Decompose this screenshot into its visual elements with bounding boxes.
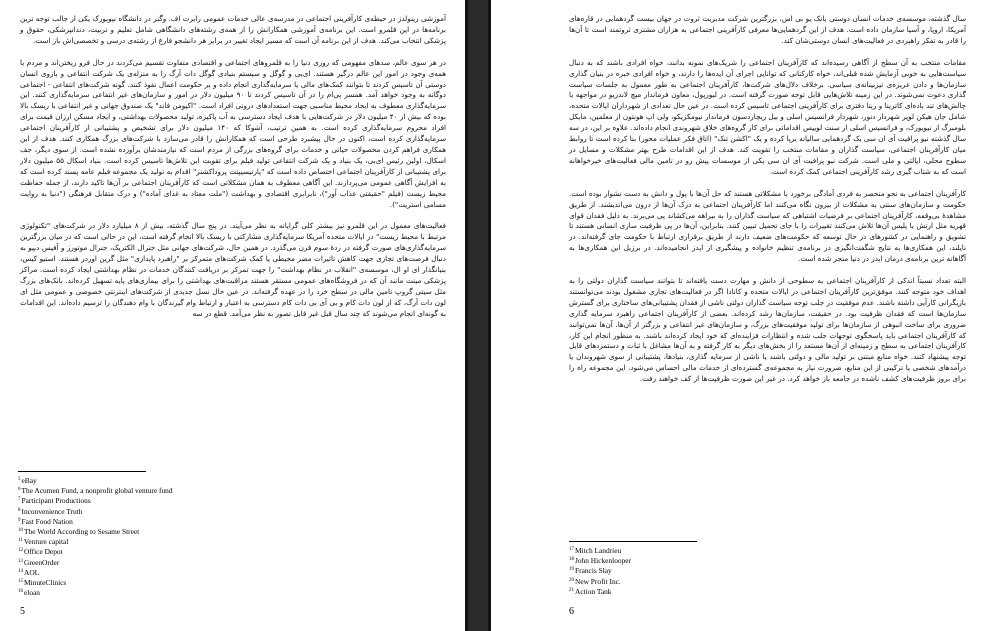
page-body-text xyxy=(20,14,446,320)
footnote-separator xyxy=(569,541,697,542)
paragraph: مقامات منتخب به آن سطح از آگاهی رسیده‌اند که کارآفرینان اجتماعی را شریک‌های نمونه بدانند، خواه افرادی باشند که به دنبال سیاست‌هایی به خوبی آزمایش شده قبلی‌اند، خواه کارکنانی که توانایی اجرای آن ایده‌ها را دارند، و خواه افرادی خبره در بنیان گذاری سازمان‌ها و دادن غریزه‌ی تیزبینانه‌ی سیاسی. برخلاف دلال‌های شرکت‌ها، کارآفرینان اجتماعی به طور معمول به جلسات سیاست گذاری دعوت نمی‌شوند. در این زمینه تلاش‌هایی قابل توجه صورت گرفته است. در لیورپول، معاون فرماندار میچ لاندریو در مواجهه با چالش‌های تند باده‌ای کاترینا و ریتا دفتری برای کارآفرینی اجتماعی تاسیس کرده است. در عین حال تعدادی از شهرداران ایالات متحده، شامل جان هیکن لوپر شهردار دنور، شهردار فرانسیس اسلی و بیل ریچاردسون فرماندار نیومکزیکو، ولی اپ هونتون از معلمین، مایکل بلومبرگ از نیویورک، و فرانسیس اسلی از سنت لوییس اقداماتی برای کار گروه‌های خلاق شهروندی انجام داده‌اند. علاوه بر این، در سه سال گذشته نیو پرافیت آی ان سی یک گردهمایی سالیانه برپا کرده و یک "اکشن تنک" (اتاق فکر عملیات محور) بنا کرده است تا روابط میان کارآفرینان اجتماعی، سیاست گذاران و مقامات منتخب را تقویت کند. هدف از این اقدامات طرح بهتر مشکلات و مسایل در سطوح محلی، ایالتی و ملی است. شرکت نیو پرافیت آی ان سی یکی از موسسات پیش رو در تامین مالی فعالیت‌های خیرخواهانه است که به شتاب گیری رشد کارآفرینی اجتماعی کمک کرده است. xyxy=(569,57,966,176)
paragraph: فعالیت‌های معمول در این قلمرو نیز بیشتر کلی گرایانه به نظر می‌آیند. در پنج سال گذشته، بیش از ۸ میلیارد دلار در شرکت‌های "تکنولوژی مرتبط با محیط زیست" در ایالات متحده آمریکا سرمایه‌گذاری مشارکتی با ریسک بالا انجام گرفته است، این در حالی است که در میان بزرگترین سرمایه‌گذاری‌های صورت گرفته در ردهٔ سوم قرن می‌گذرد. در همین حال، شرکت‌های جهانی مثل جنرال الکتریک، جنرال موتورز و آفیس دیپو به دنبال فرصت‌های تجاری جهت کاهش تاثیرات مضر محیطی یا کمک شرکت‌های متمرکز بر "راهبرد پایداری" مثل گرین اوردر هستند. استیو کیس، بنیانگذار ای او ال، موسسه‌ی "انقلاب در نظام بهداشت" را جهت تمرکز بر دریافت کنندگان خدمات در نظام بهداشتی ایجاد کرده است. مراکز پزشکی مینت مانند آن که در فروشگاه‌های عمومی مستقر هستند مراقبت‌های بهداشتی را برای بیماری‌های پایه تسهیل کرده‌اند. بانک‌های بزرگ مثل سیتی گروپ تامین مالی در سطح خرد را در عهده گرفته‌اند. در عین حال نسل جدیدی از شرکت‌های اینترنتی خصوصی و عمومی مثل ای لون دات آرگ، که از لون دات کام و بی آی بی دات کام دسترسی به اعتبار و ارتباط وام گیرندگان با وام دهندگان را ترسیم داده‌اند. این اقدامات به گونه‌ای انجام می‌شوند که چند سال قبل غیر قابل تصور به نظر می‌آمد. قطع در سه xyxy=(20,221,446,318)
paragraph: سال گذشته، موسسه‌ی خدمات انسان دوستی بانک یو بی اس، بزرگترین شرکت مدیریت ثروت در جهان بیست گردهمایی در قاره‌های آمریکا، اروپا، و آسیا سازمان داده است. هدف از این گردهمایی‌ها معرفی کارآفرینی اجتماعی به هزاران مشتری ثروتمند است تا آن‌ها را قادر به تفکر راهبردی در فعالیت‌های انسان دوستی‌شان کند. xyxy=(569,14,966,45)
paragraph: در هر سوی عالم، سدهای مفهومی که روزی دنیا را به قلمروهای اجتماعی و اقتصادی متفاوت تقسیم می‌کردند در حال فرو ریختن‌اند و مردم با همه‌ی وجود در امور این عالم درگیر هستند. ای‌بی و گوگل و سیستم بنیادی گوگل دات آرگ را به منزله‌ی یک شرکت انتفاعی و بازوی انسان دوستی آن تاسیس کردند تا بتوانند کمک‌های مالی یا سرمایه‌گذاری انجام داده و بر حکومت اعمال نفوذ کنند. گونه شرکت‌های انتفاعی - اجتماعی دوگانه به وجود خواهد آمد. همسر پی‌ام را در آن تاسیس کردند تا ۹۰ میلیون دلار در امور و سازمان‌های غیر انتفاعی سرمایه‌گذاری کنند. این سرمایه‌گذاری معطوف به ایجاد محیط مناسبی جهت استعدادهای درونی افراد است. "اکیومن فاند" یک صندوق جهانی و غیر انتفاعی با ریسک بالا بوده که بیش از ۴۰ میلیون دلار در شرکت‌هایی با هدف ایجاد دسترسی به آب پاکیزه، تولید محصولات بهداشتی، و ایجاد مسکن ارزان قیمت برای افراد محروم سرمایه‌گذاری کرده است. به همین ترتیب، آشوکا که ۱۴۰ میلیون دلار برای تشخیص و پشتیبانی از کارآفرینان اجتماعی سرمایه‌گذاری کرده است، اکنون در حال پیشبرد طرحی است که همکارانش را قادر می‌سازد با شرکت‌های بزرگ همکاری کنند. هدف از این همکاری فراهم کردن محصولات حیاتی و خدمات برای گروه‌های بزرگی از مردم است که نیازمندشان برآورده نشده است. از سوی دیگر، جف اسکال، اولین رئیس ای‌بی، یک بنیاد و یک شرکت انتفاعی تولید فیلم برای تقویت این تلاش‌ها تاسیس کرده است. بنیاد اسکال ۵۵ میلیون دلار برای پشتیبانی از کارآفرینان اجتماعی اختصاص داده است که "پارتیسیپنت پروداکشنز" اقدام به تولید یک مجموعه فیلم عامه پسند کرده است که به افزایش آگاهی عمومی می‌پردازند. این آگاهی معطوف به همان مشکلاتی است که کارآفرینان اجتماعی بر آن‌ها تاکید دارند، از جمله حفاظت محیط زیست (فیلم "حقیقتی عذاب آور")، نابرابری اقتصادی و بهداشت ("ملت معتاد به غذای آماده") و درک متقابل فرهنگی ("دنیا به روایت مسامی استریت"). xyxy=(20,57,447,209)
document-page-right xyxy=(491,0,985,631)
footnote: $^6$The Acumen Fund, a nonprofit global venture fund xyxy=(18,486,173,496)
page-body-text xyxy=(569,14,966,385)
paragraph: کارآفرینان اجتماعی به نحو منحصر به فردی آمادگی برخورد با مشکلاتی هستند که حل آن‌ها با پول و دانش به دست نشوار بوده است. حکومت و سازمان‌های سنتی به مشکلات از بیرون نگاه می‌کنند اما کارآفرینان اجتماعی به درک آن‌ها از درون می‌اندیشند. از طریق مشاهدهٔ بی‌وقفه، کارآفرینان اجتماعی بر فرضیات اشتباهی که سیاست گذاران را به بیراهه می‌کشاند پی می‌برند. به دلیل فقدان قوای قهریه مثل ارتش یا پلیس آن‌ها تلاش می‌کنند تغییرات را با جای تحمیل تبیین کنند. بنابراین، آن‌ها در پی ظرفیت سازی انسانی هستند تا تشویق و راهنمایی در کشورهای در حال توسعه که حکومت‌های ضعیف دارند از طریق برقراری ارتباط با حکومت جای گرفته‌اند. در نایلند، این همکاری‌ها به نتایج شگفت‌انگیزی در برنامه‌ی تنظیم خانواده و پیشگیری از ایدز انجامیده‌اند. در برزیل این همکاری‌ها به آگاهانه ترین برنامه‌ی درمان ایدز در دنیا منجر شده است. xyxy=(569,188,966,264)
footnote: $^{12}$Office Depot xyxy=(18,547,63,557)
footnote: $^{15}$MinuteClinics xyxy=(18,578,67,588)
footnotes xyxy=(18,475,173,597)
paragraph: آموزشی رینولدز در حیطه‌ی کارآفرینی اجتماعی در مدرسه‌ی عالی خدمات عمومی رابرت اف. وگنر در دانشگاه نیویورک یکی از جالب توجه ترین برنامه‌ها در این قلمرو است. این برنامه‌ی آموزشی همکارانش را از همه‌ی رشته‌های دانشگاهی شامل تعلیم و تربیت، دندانپزشکی، حقوق و پزشکی انتخاب می‌کند. هدف از این برنامه آن است که مسیر ایجاد تغییر در برابر هر دانشجو فارغ از رشته‌ی درسی و تخصصی‌اش باز است. xyxy=(20,14,446,45)
footnote: $^{13}$GreenOrder xyxy=(18,557,60,567)
footnote: $^{11}$Venture capital xyxy=(18,537,69,547)
footnote: $^8$Inconvenience Truth xyxy=(18,506,83,516)
footnotes xyxy=(569,545,631,596)
footnote: $^5$eBay xyxy=(18,476,37,485)
footnote: $^{10}$The World According to Sesame Street xyxy=(18,527,140,537)
footnote-separator xyxy=(18,471,146,472)
footnote: $^{17}$Mitch Landrieu xyxy=(569,546,622,555)
document-page-left xyxy=(0,0,465,631)
footnote: $^{16}$eloan xyxy=(18,588,41,598)
footnote: $^{20}$New Profit Inc. xyxy=(569,576,621,586)
page-gutter xyxy=(465,0,491,631)
page-number: 5 xyxy=(20,606,25,617)
page-number: 6 xyxy=(569,606,574,617)
footnote: $^7$Participant Productions xyxy=(18,496,91,506)
paragraph: البته تعداد نسبتاً اندکی از کارآفرینان اجتماعی به سطوحی از دانش و مهارت دست یافته‌اند تا بتوانند سیاست گذاران دولتی را به اهداف خود متوجه کنند. موفق‌ترین کارآفرینان اجتماعی در ایالات متحده و کانادا اگر در فعالیت‌های تجاری مشغول بودند می‌توانستند بازیگرانی کارآیی داشته باشند. عدم موفقیت در جلب توجه سیاست گذاران دولتی ناشی از فقدان پشتیبانی‌های ساختاری برای گسترش سازمان‌ها است که فقدان ظرفیت بود. در حقیقت، سازمان‌ها رشد کرده‌اند. بعضی از کارآفرینان اجتماعی راهبرد سرمایه گذاری ضروری برای ساخت انبوهی از سازمان‌ها برای تولید موفقیت‌های بزرگ، و سازمان‌های غیر انتفاعی و بزرگتر از آن‌ها. آن‌ها نمی‌توانند که کارآفرینان اجتماعی باید پاسخگوی توجهات جلب شده و انتظارات فزاینده‌ای که خود ایجاد کرده‌اند باشند. به منظور انجام این کار، کارآفرینان اجتماعی به سطح و زمینه‌ای از آن‌ها مستعد را از بخش‌های دیگر به کار گرفته و به آن‌ها مشاغل با ثبات و دستمزدهای قابل توجه پیشنهاد کنند. خواه منابع مبتنی بر تولید مالی و دولتی باشند یا ناشی از سرمایه گذاری، بنیادها، پشتیبانی از سوی شهروندان یا درآمدهای شخصی یا ترکیبی از این منابع، ضرورت نیاز به مجموعه‌ی گسترده‌ای از خدمات مالی احساس می‌شود. این مجموعه راه را برای بروز ظرفیت‌های کشف ناشده در جامعه باز خواهد کرد. در غیر این صورت ظرفیت‌ها از کف خواهند رفت. xyxy=(569,276,966,384)
footnote: $^{18}$John Hickenlooper xyxy=(569,556,632,566)
footnote: $^{21}$Action Tank xyxy=(569,586,612,596)
footnote: $^9$Fast Food Nation xyxy=(18,516,73,526)
footnote: $^{14}$AOL xyxy=(18,567,40,577)
footnote: $^{19}$Francis Slay xyxy=(569,566,612,576)
